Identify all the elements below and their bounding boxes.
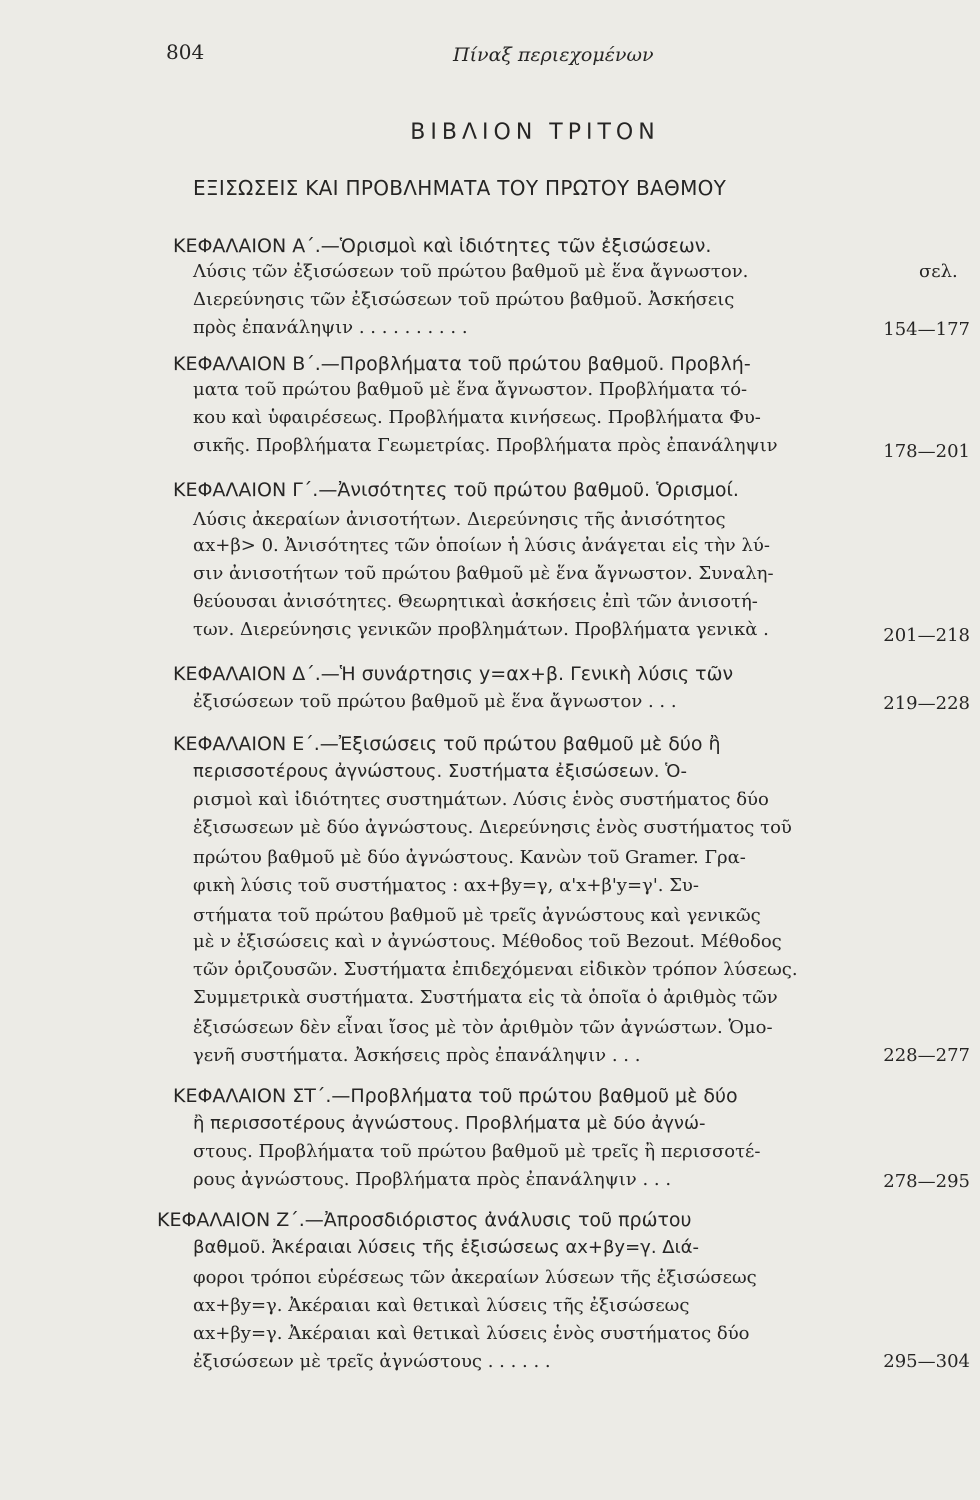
- toc-line: φοροι τρόποι εὑρέσεως τῶν ἀκεραίων λύσεων τῆς ἐξισώσεως: [193, 1267, 757, 1288]
- book-title: ΒΙΒΛΙΟΝ ΤΡΙΤΟΝ: [410, 120, 660, 145]
- toc-line: ρισμοὶ καὶ ἰδιότητες συστημάτων. Λύσις ἑνὸς συστήματος δύο: [193, 789, 769, 810]
- running-title: Πίναξ περιεχομένων: [453, 44, 654, 66]
- toc-line: τῶν ὁριζουσῶν. Συστήματα ἐπιδεχόμεναι εἰδικὸν τρόπον λύσεως.: [193, 959, 798, 980]
- toc-line: αx+βy=γ. Ἀκέραιαι καὶ θετικαὶ λύσεις ἑνὸς συστήματος δύο: [193, 1323, 750, 1344]
- toc-line: πρὸς ἐπανάληψιν . . . . . . . . . .: [193, 317, 468, 338]
- toc-line: ρους ἀγνώστους. Προβλήματα πρὸς ἐπανάληψιν . . .: [193, 1169, 672, 1190]
- toc-line: κου καὶ ὑφαιρέσεως. Προβλήματα κινήσεως. Προβλήματα Φυ-: [193, 407, 761, 428]
- toc-line: ἐξισωσεων μὲ δύο ἀγνώστους. Διερεύνησις ἑνὸς συστήματος τοῦ: [193, 817, 792, 838]
- page-number: 804: [166, 40, 205, 64]
- toc-line: πρώτου βαθμοῦ μὲ δύο ἀγνώστους. Κανὼν τοῦ Gramer. Γρα-: [193, 847, 746, 868]
- toc-line: γενῆ συστήματα. Ἀσκήσεις πρὸς ἐπανάληψιν . . .: [193, 1045, 641, 1066]
- toc-line: ΚΕΦΑΛΑΙΟΝ Γ΄.—Ἀνισότητες τοῦ πρώτου βαθμοῦ. Ὁρισμοί.: [173, 479, 739, 501]
- toc-line: ΚΕΦΑΛΑΙΟΝ Ζ΄.—Ἀπροσδιόριστος ἀνάλυσις τοῦ πρώτου: [157, 1209, 692, 1231]
- toc-line: Διερεύνησις τῶν ἐξισώσεων τοῦ πρώτου βαθμοῦ. Ἀσκήσεις: [193, 289, 735, 310]
- toc-line: ΚΕΦΑΛΑΙΟΝ Β΄.—Προβλήματα τοῦ πρώτου βαθμοῦ. Προβλή-: [173, 353, 751, 375]
- toc-line: μὲ ν ἐξισώσεις καὶ ν ἀγνώστους. Μέθοδος τοῦ Bezout. Μέθοδος: [193, 931, 782, 952]
- page-range: 228—277: [883, 1045, 970, 1066]
- toc-line: ἐξισώσεων τοῦ πρώτου βαθμοῦ μὲ ἕνα ἄγνωστον . . .: [193, 691, 677, 712]
- toc-line: σιν ἀνισοτήτων τοῦ πρώτου βαθμοῦ μὲ ἕνα ἄγνωστον. Συναλη-: [193, 563, 774, 584]
- page-range: 178—201: [883, 441, 970, 462]
- toc-line: αx+β> 0. Ἀνισότητες τῶν ὁποίων ἡ λύσις ἀνάγεται εἰς τὴν λύ-: [193, 535, 770, 556]
- toc-line: Λύσις ἀκεραίων ἀνισοτήτων. Διερεύνησις τῆς ἀνισότητος: [193, 509, 726, 530]
- toc-line: ΚΕΦΑΛΑΙΟΝ Ε΄.—Ἐξισώσεις τοῦ πρώτου βαθμοῦ μὲ δύο ἢ: [173, 733, 721, 755]
- page-range: 201—218: [883, 625, 970, 646]
- subject-title: ΕΞΙΣΩΣΕΙΣ ΚΑΙ ΠΡΟΒΛΗΜΑΤΑ ΤΟΥ ΠΡΩΤΟΥ ΒΑΘΜΟΥ: [193, 176, 727, 200]
- toc-line: θεύουσαι ἀνισότητες. Θεωρητικαὶ ἀσκήσεις ἐπὶ τῶν ἀνισοτή-: [193, 591, 758, 612]
- toc-line: στήματα τοῦ πρώτου βαθμοῦ μὲ τρεῖς ἀγνώστους καὶ γενικῶς: [193, 905, 761, 926]
- page-range: 278—295: [883, 1171, 970, 1192]
- toc-line: Λύσις τῶν ἐξισώσεων τοῦ πρώτου βαθμοῦ μὲ ἕνα ἄγνωστον.: [193, 261, 749, 282]
- toc-line: ἐξισώσεων δὲν εἶναι ἴσος μὲ τὸν ἀριθμὸν τῶν ἀγνώστων. Ὁμο-: [193, 1017, 773, 1038]
- page-range: 154—177: [883, 319, 970, 340]
- page-range: 219—228: [883, 693, 970, 714]
- toc-line: ἐξισώσεων μὲ τρεῖς ἀγνώστους . . . . . .: [193, 1351, 551, 1372]
- page-column-label: σελ.: [919, 261, 958, 282]
- toc-line: ἢ περισσοτέρους ἀγνώστους. Προβλήματα μὲ δύο ἀγνώ-: [193, 1113, 706, 1134]
- toc-line: περισσοτέρους ἀγνώστους. Συστήματα ἐξισώσεων. Ὁ-: [193, 761, 687, 782]
- page-range: 295—304: [883, 1351, 970, 1372]
- toc-line: ΚΕΦΑΛΑΙΟΝ Δ΄.—Ἡ συνάρτησις y=αx+β. Γενικὴ λύσις τῶν: [173, 663, 734, 685]
- toc-line: στους. Προβλήματα τοῦ πρώτου βαθμοῦ μὲ τρεῖς ἢ περισσοτέ-: [193, 1141, 761, 1162]
- toc-line: φικὴ λύσις τοῦ συστήματος : αx+βy=γ, α'x+β'y=γ'. Συ-: [193, 875, 699, 896]
- toc-line: σικῆς. Προβλήματα Γεωμετρίας. Προβλήματα πρὸς ἐπανάληψιν: [193, 435, 778, 456]
- toc-line: ΚΕΦΑΛΑΙΟΝ ΣΤ΄.—Προβλήματα τοῦ πρώτου βαθμοῦ μὲ δύο: [173, 1085, 738, 1107]
- toc-line: Συμμετρικὰ συστήματα. Συστήματα εἰς τὰ ὁποῖα ὁ ἀριθμὸς τῶν: [193, 987, 778, 1008]
- toc-line: ΚΕΦΑΛΑΙΟΝ Α΄.—Ὁρισμοὶ καὶ ἰδιότητες τῶν ἐξισώσεων.: [173, 235, 712, 257]
- toc-line: ματα τοῦ πρώτου βαθμοῦ μὲ ἕνα ἄγνωστον. Προβλήματα τό-: [193, 379, 748, 400]
- toc-line: των. Διερεύνησις γενικῶν προβλημάτων. Προβλήματα γενικὰ .: [193, 619, 769, 640]
- toc-line: αx+βy=γ. Ἀκέραιαι καὶ θετικαὶ λύσεις τῆς ἐξισώσεως: [193, 1295, 690, 1316]
- toc-line: βαθμοῦ. Ἀκέραιαι λύσεις τῆς ἐξισώσεως αx+βy=γ. Διά-: [193, 1237, 700, 1258]
